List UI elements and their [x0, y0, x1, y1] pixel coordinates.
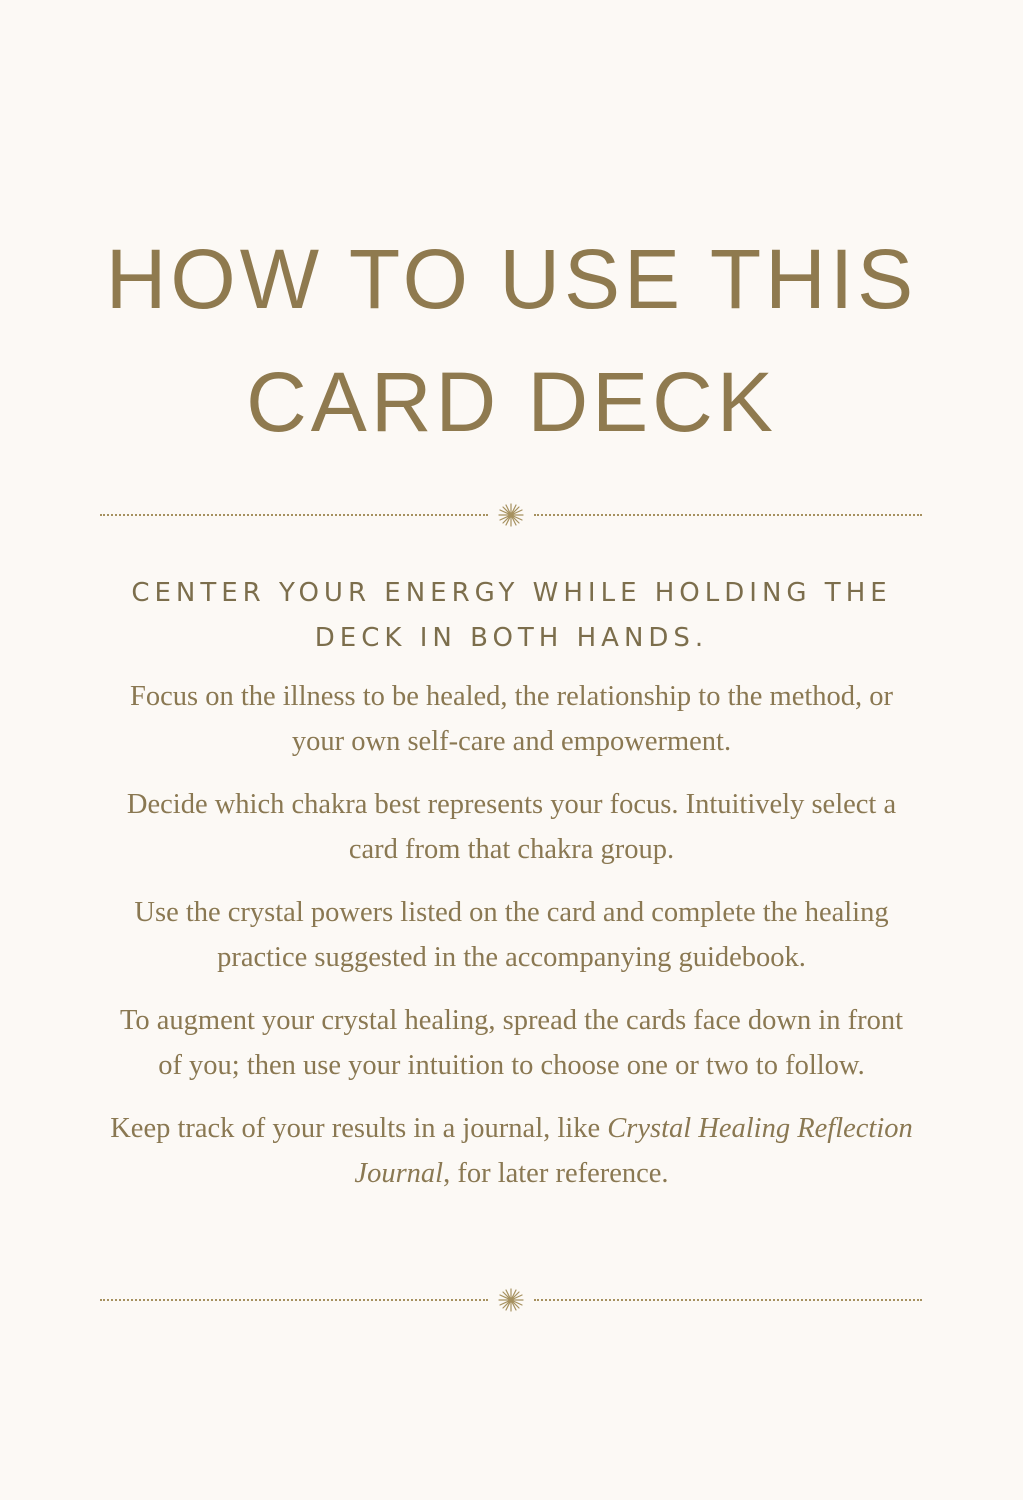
bottom-divider — [100, 1288, 922, 1312]
divider-dots-left — [100, 1299, 488, 1301]
step-spread: To augment your crystal healing, spread the cards face down in front of you; then use your intuition to choose one or two to follow. — [119, 1005, 904, 1081]
divider-dots-right — [534, 514, 922, 516]
sparkle-icon — [497, 503, 525, 527]
divider-dots-left — [100, 514, 488, 516]
step-chakra: Decide which chakra best represents your focus. Intuitively select a card from that chakra group. — [126, 789, 897, 865]
divider-dots-right — [534, 1299, 922, 1301]
page-title-line-1: HOW TO USE THIS — [105, 232, 918, 326]
instructions — [110, 571, 913, 1214]
lead-instruction: CENTER YOUR ENERGY WHILE HOLDING THE DECK IN BOTH HANDS. — [131, 578, 892, 653]
journal-text-before: Keep track of your results in a journal, like — [110, 1113, 608, 1144]
sparkle-icon — [497, 1288, 525, 1312]
page-title — [0, 218, 1023, 464]
top-divider — [100, 503, 922, 527]
journal-title: Crystal Healing Reflection Journal — [354, 1113, 913, 1189]
journal-text-after: , for later reference. — [443, 1158, 669, 1189]
step-focus: Focus on the illness to be healed, the relationship to the method, or your own self-care and empowerment. — [129, 681, 893, 757]
page-title-line-2: CARD DECK — [246, 355, 777, 449]
step-journal — [110, 1106, 913, 1196]
step-crystal-powers: Use the crystal powers listed on the card and complete the healing practice suggested in the accompanying guidebook. — [134, 897, 889, 973]
